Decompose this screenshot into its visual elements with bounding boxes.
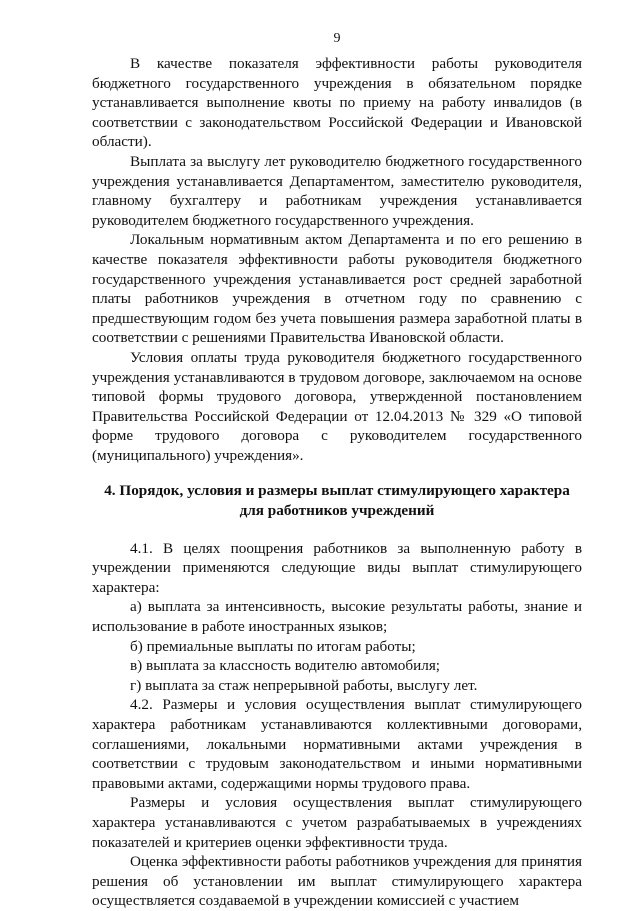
section-heading xyxy=(92,481,582,520)
paragraph-employment-contract: Условия оплаты труда руководителя бюджетного государственного учреждения устанавливаются в трудовом договоре, заключаемом на основе типовой формы трудового договора, утвержденной постановлением Правительства Российской Федерации от 12.04.2013 № 329 «О типовой форме трудового договора с руководителем государственного (муниципального) учреждения». xyxy=(92,348,582,464)
list-item-a: а) выплата за интенсивность, высокие результаты работы, знание и использование в работе иностранных языков; xyxy=(92,598,582,636)
list-item-b: б) премиальные выплаты по итогам работы; xyxy=(130,637,416,655)
page-number: 9 xyxy=(333,31,341,46)
paragraph-quota: В качестве показателя эффективности работы руководителя бюджетного государственного учреждения в обязательном порядке устанавливается выполнение квоты по приему на работу инвалидов (в соответствии с законодательством Российской Федерации и Ивановской области). xyxy=(92,55,582,151)
paragraph-evaluation: Оценка эффективности работы работников учреждения для принятия решения об установлении им выплат стимулирующего характера осуществляется создаваемой в учреждении комиссией с участием xyxy=(92,853,582,910)
list-item-d: г) выплата за стаж непрерывной работы, выслугу лет. xyxy=(130,676,478,694)
paragraph-4-1: 4.1. В целях поощрения работников за выполненную работу в учреждении применяются следующие виды выплат стимулирующего характера: xyxy=(92,539,582,596)
paragraph-size-conditions: Размеры и условия осуществления выплат стимулирующего характера устанавливаются с учетом разрабатываемых в учреждениях показателей и критериев оценки эффективности труда. xyxy=(92,794,582,851)
section-heading-line2: для работников учреждений xyxy=(239,502,435,520)
section-heading-line1: 4. Порядок, условия и размеры выплат стимулирующего характера xyxy=(104,482,570,500)
paragraph-salary-growth: Локальным нормативным актом Департамента и по его решению в качестве показателя эффективности работы руководителя бюджетного государственного учреждения устанавливается рост средней заработной платы работников учреждения в отчетном году по сравнению с предшествующим годом без учета повышения размера заработной платы в соответствии с решениями Правительства Ивановской области. xyxy=(92,231,582,347)
paragraph-4-2: 4.2. Размеры и условия осуществления выплат стимулирующего характера работникам устанавливаются коллективными договорами, соглашениями, локальными нормативными актами учреждения в соответствии с трудовым законодательством и иными нормативными правовыми актами, содержащими нормы трудового права. xyxy=(92,696,582,792)
list-item-c: в) выплата за классность водителю автомобиля; xyxy=(130,657,441,675)
paragraph-seniority-payment: Выплата за выслугу лет руководителю бюджетного государственного учреждения устанавливается Департаментом, заместителю руководителя, главному бухгалтеру и работникам учреждения устанавливается руководителем бюджетного государственного учреждения. xyxy=(92,152,582,229)
